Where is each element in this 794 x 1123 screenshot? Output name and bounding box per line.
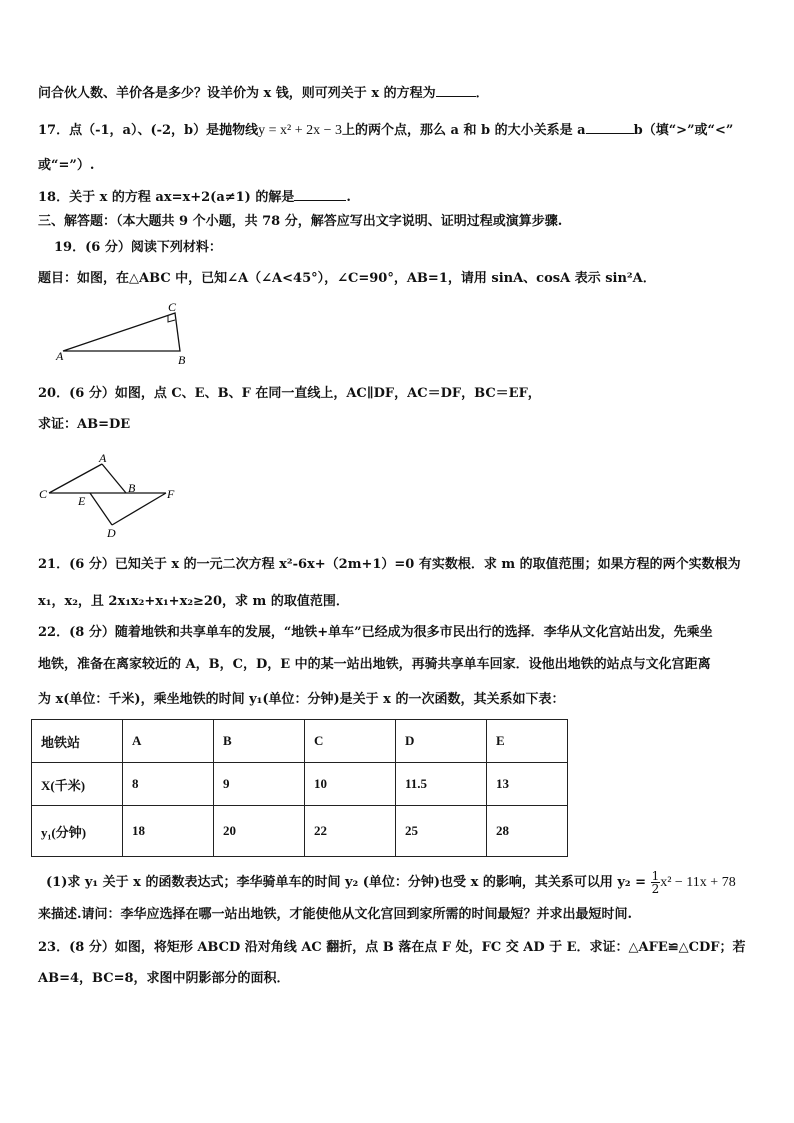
table-cell: A [123,720,214,763]
table-row [32,806,568,857]
line-q19-body: 题目：如图，在△ABC 中，已知∠A（∠A<45°），∠C=90°，AB=1，请用 sinA、cosA 表示 sin²A． [38,271,656,286]
q17-equation: y = x² + 2x − 3 [258,123,343,138]
fig20-label-d: D [107,526,116,540]
table-cell: 8 [123,763,214,806]
table-cell: B [214,720,305,763]
q17-text-c: b（填“>”或“<” [633,123,734,138]
line-q18: 18．关于 x 的方程 ax=x+2(a≠1) 的解是 . [38,190,351,205]
fig20-label-c: C [39,487,48,501]
line-q22-body-3: 为 x(单位：千米)，乘坐地铁的时间 y₁(单位：分钟)是关于 x 的一次函数，其关系如下表： [38,692,565,707]
fig20-label-a: A [99,451,107,465]
blank-q18[interactable] [294,188,346,201]
line-q19-title: 19．(6 分）阅读下列材料： [54,240,222,255]
table-cell: 9 [214,763,305,806]
line-q22-body-1: 22．(8 分）随着地铁和共享单车的发展，“地铁+单车”已经成为很多市民出行的选择．李华从文化宫站出发，先乘坐 [38,625,713,640]
table-cell: 13 [487,763,568,806]
table-cell: X(千米) [32,763,123,806]
fraction-denominator: 2 [651,882,660,896]
line-q22-part1 [46,870,736,895]
table-cell: 11.5 [396,763,487,806]
line-q17 [38,121,733,139]
line-q17-cont: 或“=”）. [38,158,95,173]
q22-part1-formula-tail: x² − 11x + 78 [660,875,736,890]
table-cell: 20 [214,806,305,857]
table-cell: 25 [396,806,487,857]
table-cell: C [305,720,396,763]
blank-q16[interactable] [436,84,476,97]
fraction-one-half [651,870,661,895]
table-cell: 地铁站 [32,720,123,763]
q17-text-b: 上的两个点，那么 a 和 b 的大小关系是 a [342,123,586,138]
figure-q19-triangle [50,296,200,368]
line-q16-text: 问合伙人数、羊价各是多少？设羊价为 x 钱，则可列关于 x 的方程为 [38,86,436,101]
table-cell: E [487,720,568,763]
line-q22-body-2: 地铁，准备在离家较近的 A，B，C，D，E 中的某一站出地铁，再骑共享单车回家．设他出地铁的站点与文化宫距离 [38,657,711,672]
fig19-label-c: C [168,300,177,314]
q17-text-a: 17．点（-1，a）、(-2，b）是抛物线 [38,123,259,138]
line-q21-cont: x₁，x₂，且 2x₁x₂+x₁+x₂≥20，求 m 的取值范围． [38,594,349,609]
table-row [32,763,568,806]
blank-q17[interactable] [586,121,634,134]
fraction-numerator: 1 [651,869,660,883]
table-row [32,720,568,763]
table-cell: D [396,720,487,763]
table-cell: 28 [487,806,568,857]
fig20-label-e: E [78,494,86,508]
line-q16-end: 问合伙人数、羊价各是多少？设羊价为 x 钱，则可列关于 x 的方程为 ． [38,86,489,101]
table-cell: 22 [305,806,396,857]
q18-text: 18．关于 x 的方程 ax=x+2(a≠1) 的解是 [38,190,295,205]
fig20-label-b: B [128,481,136,495]
line-q22-part1-cont: 来描述.请问：李华应选择在哪一站出地铁，才能使他从文化宫回到家所需的时间最短？并求出最短时间. [38,907,633,922]
data-table [31,719,568,857]
fig19-label-b: B [178,353,186,367]
fig20-label-f: F [167,487,175,501]
line-q20-prove: 求证：AB=DE [38,417,131,432]
line-q20-body: 20．(6 分）如图，点 C、E、B、F 在同一直线上，AC∥DF，AC＝DF，BC＝EF， [38,386,541,401]
q22-part1-text: (1)求 y₁ 关于 x 的函数表达式；李华骑单车的时间 y₂ (单位：分钟)也受 x 的影响，其关系可以用 y₂ = [46,875,647,890]
line-q23-body: 23．(8 分）如图，将矩形 ABCD 沿对角线 AC 翻折，点 B 落在点 F 处，FC 交 AD 于 E．求证：△AFE≌△CDF；若 [38,940,746,955]
line-q21-body: 21．(6 分）已知关于 x 的一元二次方程 x²-6x+（2m+1）=0 有实数根．求 m 的取值范围；如果方程的两个实数根为 [38,557,741,572]
table-cell: 18 [123,806,214,857]
table-cell: y₁(分钟) [32,806,123,857]
fig19-label-a: A [56,349,64,363]
table-cell: 10 [305,763,396,806]
figure-q20-geometry [36,450,186,540]
section-3-heading: 三、解答题：（本大题共 9 个小题，共 78 分，解答应写出文字说明、证明过程或演算步骤. [38,214,563,229]
line-q23-cont: AB=4，BC=8，求图中阴影部分的面积． [38,971,290,986]
